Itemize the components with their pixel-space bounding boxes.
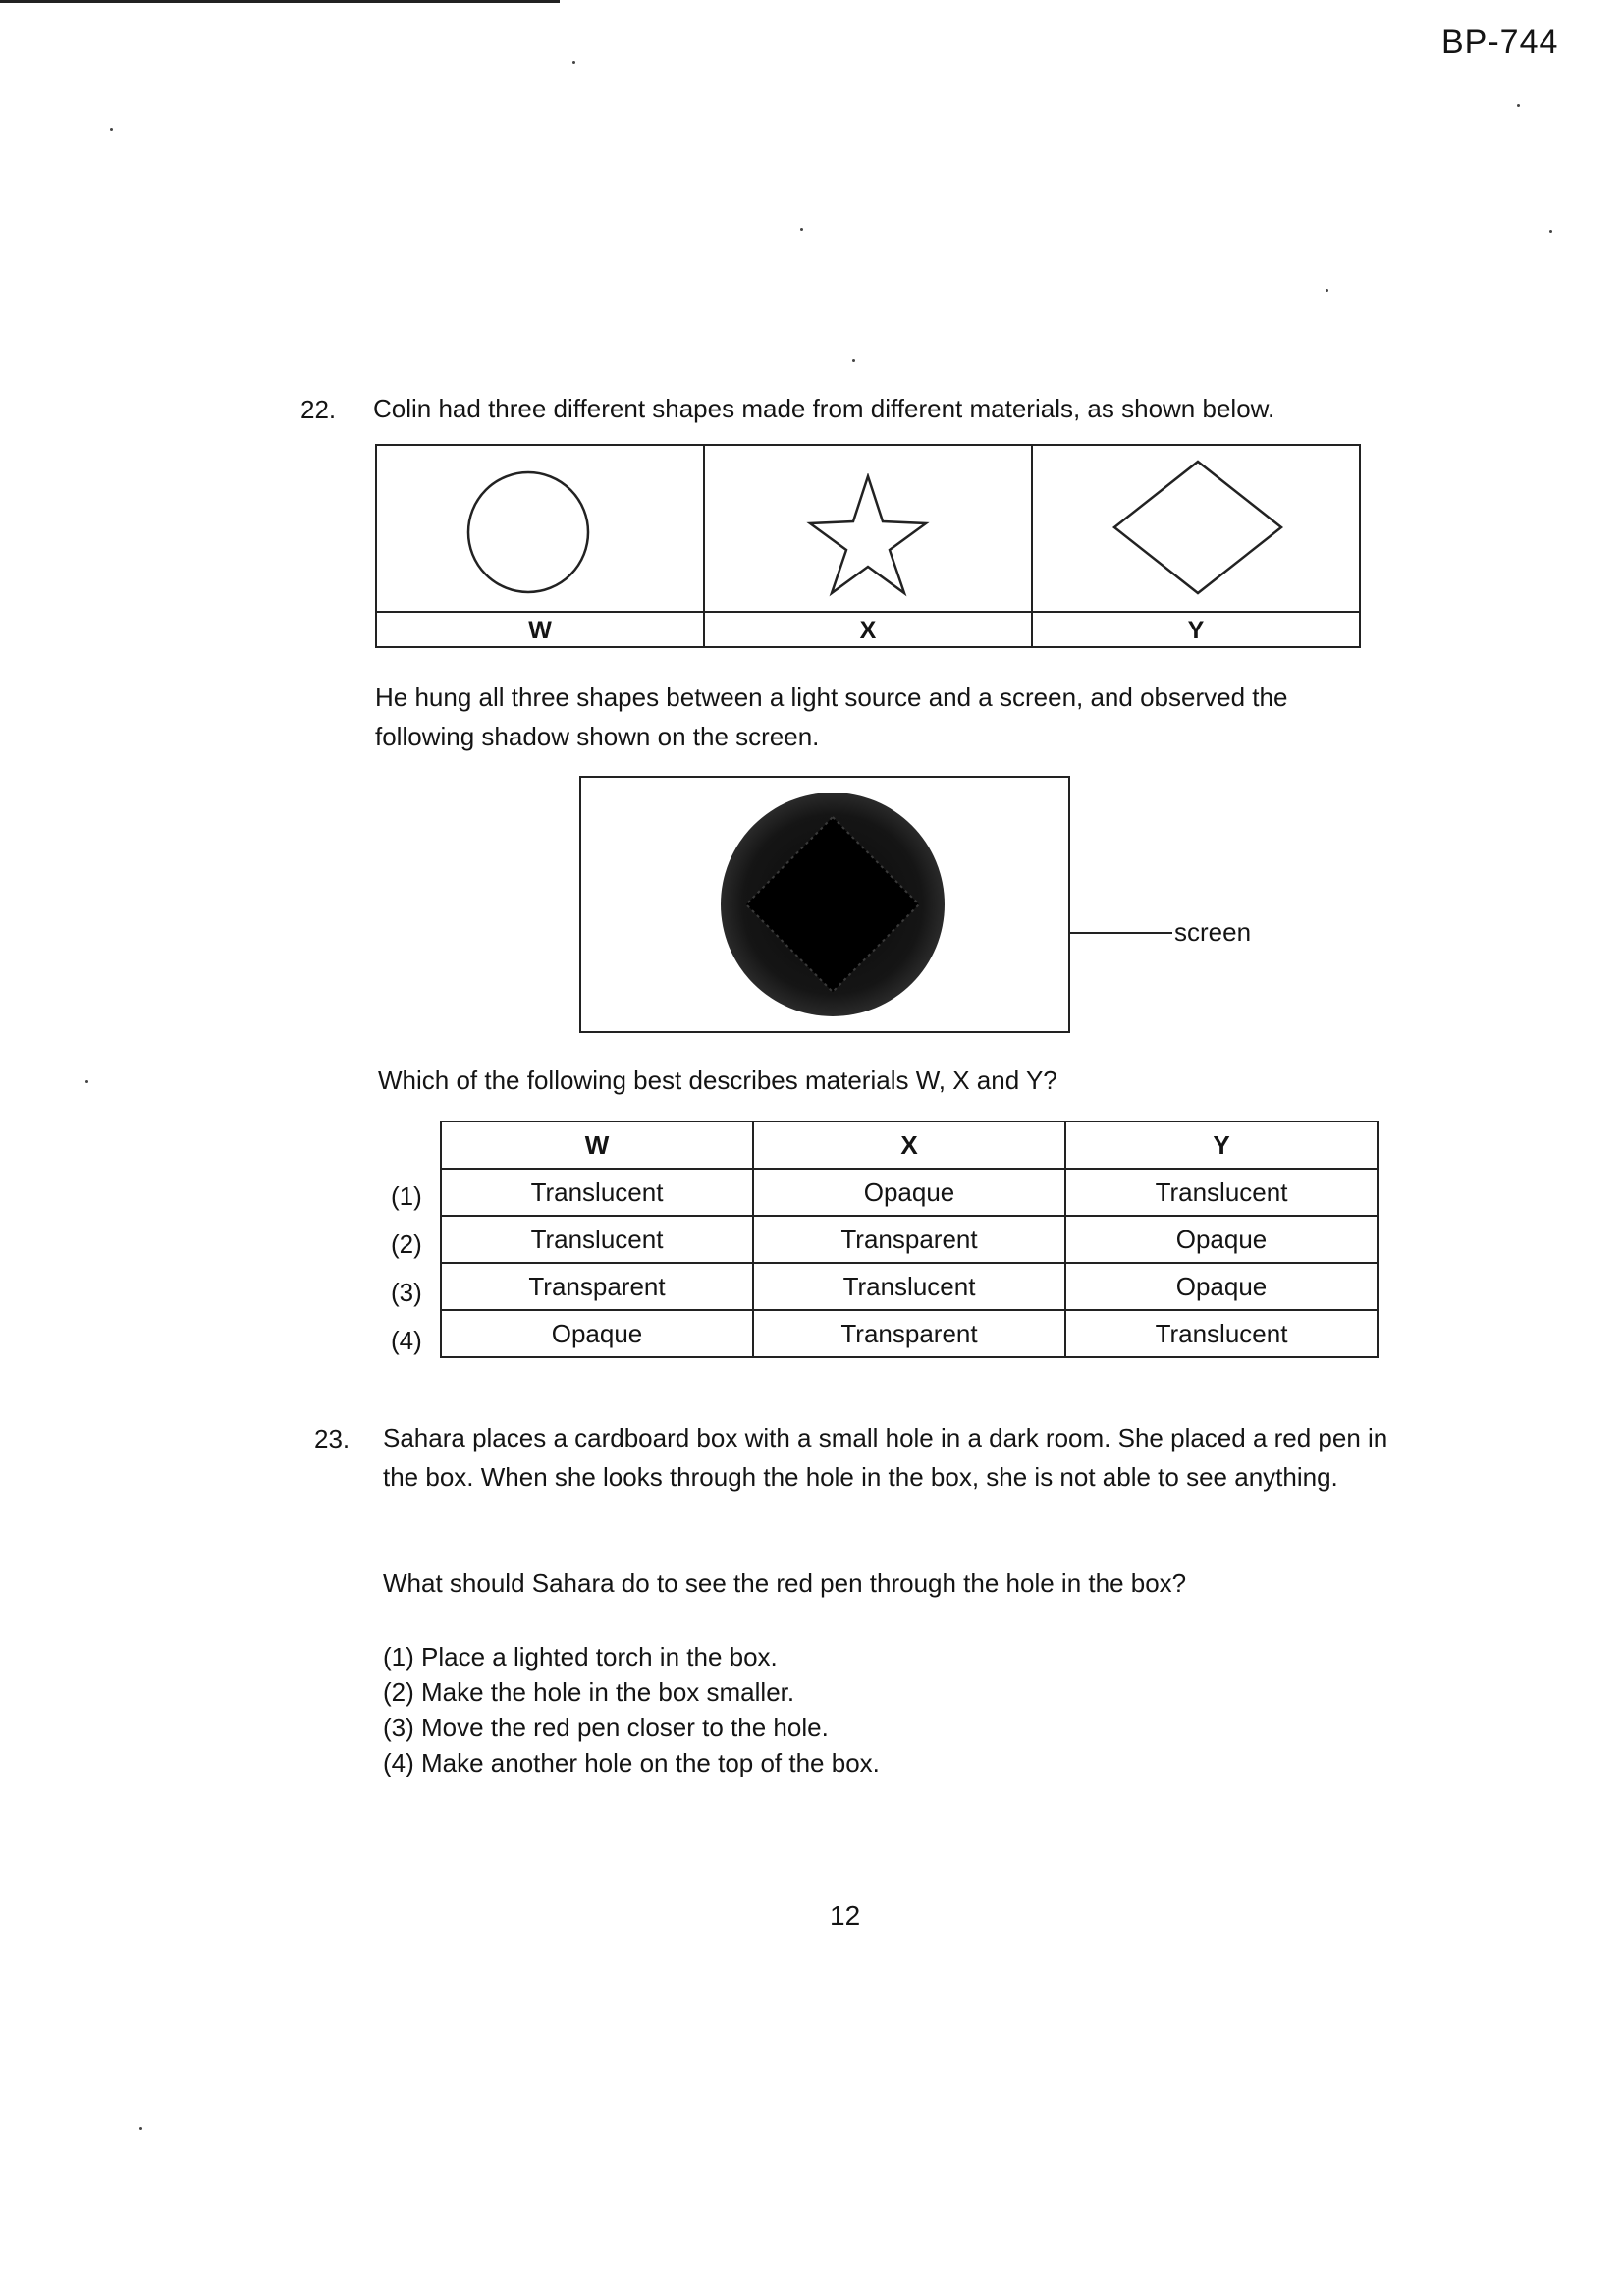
star-icon (799, 473, 937, 611)
diamond-icon (1108, 458, 1288, 605)
screen-pointer-line (1070, 932, 1172, 934)
table-cell: Opaque (1065, 1263, 1378, 1310)
question-number-23: 23. (314, 1424, 351, 1453)
top-rule (0, 0, 560, 3)
table-row (441, 1216, 1378, 1263)
shape-cell-x (703, 446, 1031, 611)
header-y: Y (1065, 1121, 1378, 1169)
shape-cell-y (1031, 446, 1359, 611)
header-x: X (753, 1121, 1065, 1169)
header-w: W (441, 1121, 753, 1169)
scan-speck (110, 128, 113, 131)
table-cell: Opaque (1065, 1216, 1378, 1263)
scan-speck (572, 61, 575, 64)
table-row (441, 1169, 1378, 1216)
scan-speck (1517, 104, 1520, 107)
circle-icon (465, 469, 603, 607)
shape-cell-w (377, 446, 703, 611)
table-row (441, 1263, 1378, 1310)
table-cell: Transparent (441, 1263, 753, 1310)
table-cell: Translucent (441, 1216, 753, 1263)
option-number: (2) (391, 1230, 422, 1259)
scan-speck (1326, 289, 1328, 292)
table-cell: Transparent (753, 1310, 1065, 1357)
answer-option-4: (4) Make another hole on the top of the box. (383, 1748, 880, 1777)
table-cell: Translucent (1065, 1169, 1378, 1216)
scan-speck (85, 1080, 88, 1083)
answer-option-2: (2) Make the hole in the box smaller. (383, 1677, 795, 1707)
table-cell: Translucent (753, 1263, 1065, 1310)
shadow-image (715, 788, 950, 1023)
table-cell: Opaque (753, 1169, 1065, 1216)
answer-option-3: (3) Move the red pen closer to the hole. (383, 1713, 829, 1742)
shape-label-y: Y (1031, 613, 1359, 648)
table-header-row (441, 1121, 1378, 1169)
option-number: (1) (391, 1181, 422, 1211)
q23-text: Sahara places a cardboard box with a small hole in a dark room. She placed a red pen in the box. When she looks through the hole in the box, she is not able to see anything. (383, 1423, 1388, 1492)
question-number-22: 22. (300, 395, 337, 424)
table-row (441, 1310, 1378, 1357)
q23-question: What should Sahara do to see the red pen through the hole in the box? (383, 1568, 1187, 1598)
shape-label-w: W (528, 616, 552, 644)
q22-question: Which of the following best describes materials W, X and Y? (378, 1066, 1057, 1095)
q22-observation: He hung all three shapes between a light source and a screen, and observed the following shadow shown on the screen. (375, 683, 1288, 751)
table-cell: Opaque (441, 1310, 753, 1357)
options-table (440, 1121, 1379, 1358)
screen-figure (579, 776, 1070, 1033)
q22-intro: Colin had three different shapes made from different materials, as shown below. (373, 394, 1275, 423)
shapes-table (375, 444, 1361, 648)
scan-speck (1549, 230, 1552, 233)
table-cell: Translucent (1065, 1310, 1378, 1357)
shape-label-x: X (703, 613, 1031, 648)
option-number: (4) (391, 1326, 422, 1355)
table-cell: Translucent (441, 1169, 753, 1216)
document-code: BP-744 (1441, 24, 1559, 61)
answer-option-1: (1) Place a lighted torch in the box. (383, 1642, 778, 1671)
table-cell: Transparent (753, 1216, 1065, 1263)
scan-speck (852, 359, 855, 362)
page-number: 12 (830, 1900, 861, 1931)
option-number: (3) (391, 1278, 422, 1307)
screen-label: screen (1174, 917, 1252, 947)
scan-speck (139, 2127, 142, 2130)
scan-speck (800, 228, 803, 231)
